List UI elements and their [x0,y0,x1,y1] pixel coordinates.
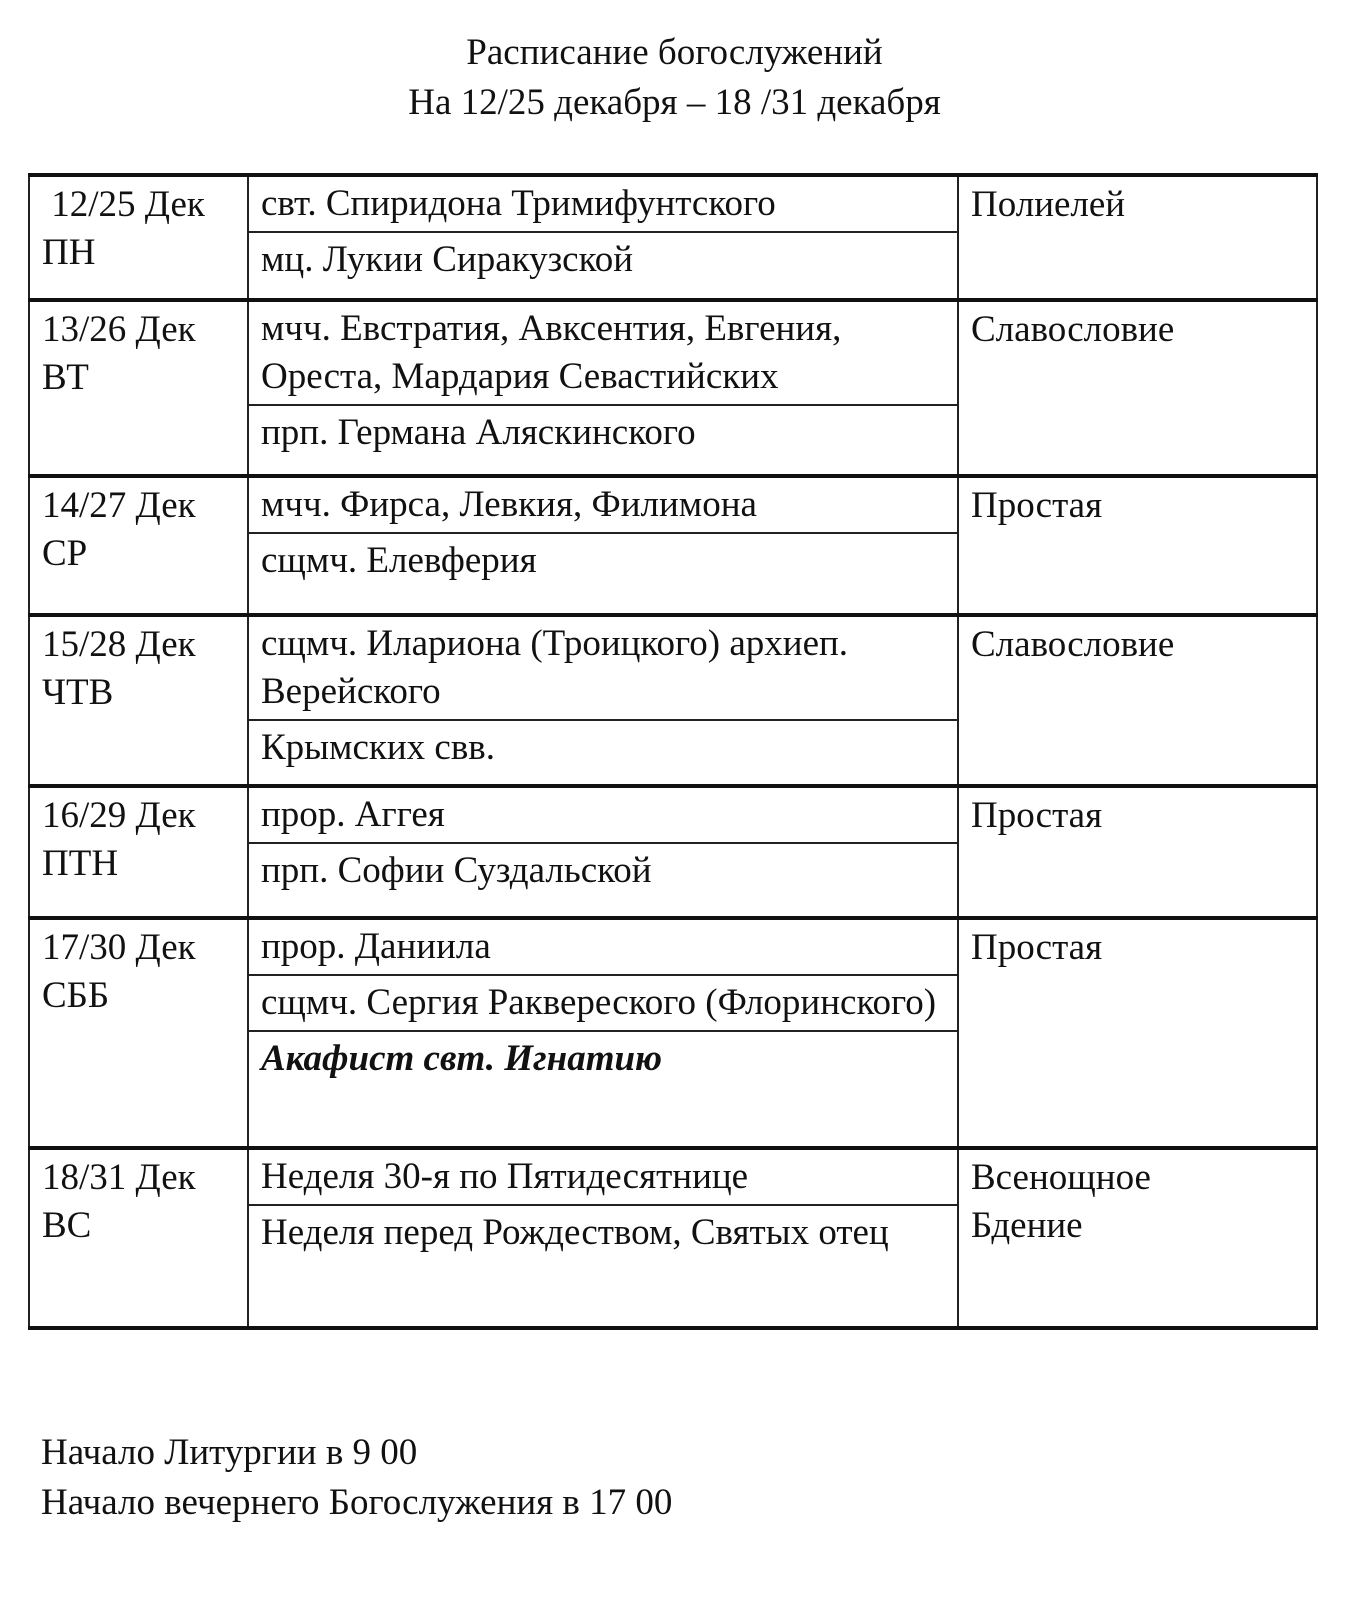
liturgy-start-time: Начало Литургии в 9 00 [41,1432,418,1473]
saint-entry: прор. Аггея [261,794,445,835]
evening-service-start-time: Начало вечернего Богослужения в 17 00 [41,1482,673,1523]
table-row [29,786,1317,918]
day-date: 12/25 Дек [42,184,205,225]
saints-cell [248,300,958,476]
saints-cell [248,476,958,615]
service-type: Славословие [971,309,1175,350]
schedule-table [28,173,1318,1330]
saint-entry: Крымских свв. [249,719,957,775]
day-date: 16/29 Дек [42,795,196,836]
day-weekday: ПТН [42,843,119,884]
day-date: 18/31 Дек [42,1157,196,1198]
table-row [29,918,1317,1148]
service-type: Простая [971,795,1103,836]
day-weekday: ЧТВ [42,672,114,713]
title-line-2: На 12/25 декабря – 18 /31 декабря [408,82,941,123]
service-type: Славословие [971,624,1175,665]
service-cell [958,1148,1317,1328]
saints-cell [248,786,958,918]
day-date: 14/27 Дек [42,485,196,526]
saint-entry: Неделя 30-я по Пятидесятнице [261,1156,749,1197]
saint-entry: сщмч. Елевферия [249,532,957,588]
service-type: Простая [971,927,1103,968]
day-weekday: СББ [42,975,110,1016]
date-cell [29,918,248,1148]
date-cell [29,300,248,476]
date-cell [29,1148,248,1328]
day-weekday: ВС [42,1205,92,1246]
date-cell [29,615,248,786]
saint-entry: прп. Германа Аляскинского [249,404,957,460]
saint-entry: мчч. Евстратия, Авксентия, Евгения, Ореста, Мардария Севастийских [261,308,842,397]
service-cell [958,175,1317,300]
day-weekday: ПН [42,232,96,273]
service-cell [958,786,1317,918]
service-cell [958,300,1317,476]
footer-notes [41,1428,672,1528]
table-row [29,1148,1317,1328]
table-row [29,175,1317,300]
saints-cell [248,918,958,1148]
saint-entry: мчч. Фирса, Левкия, Филимона [261,484,757,525]
service-type: Полиелей [971,184,1126,225]
saint-entry: сщмч. Илариона (Троицкого) архиеп. Верейского [261,623,849,712]
table-row [29,300,1317,476]
day-date: 15/28 Дек [42,624,196,665]
day-weekday: ВТ [42,357,89,398]
service-cell [958,615,1317,786]
date-cell [29,175,248,300]
saint-entry: сщмч. Сергия Раквереского (Флоринского) [249,974,957,1030]
date-cell [29,476,248,615]
service-cell [958,918,1317,1148]
service-type: Простая [971,485,1103,526]
saint-entry: свт. Спиридона Тримифунтского [261,183,776,224]
day-date: 17/30 Дек [42,927,196,968]
page-title [0,28,1349,128]
saint-entry: прп. Софии Суздальской [249,842,957,898]
saints-cell [248,615,958,786]
day-weekday: СР [42,533,88,574]
saint-entry: мц. Лукии Сиракузской [249,231,957,287]
day-date: 13/26 Дек [42,309,196,350]
saint-entry: Неделя перед Рождеством, Святых отец [249,1204,957,1260]
akathist-entry: Акафист свт. Игнатию [249,1030,957,1086]
table-row [29,615,1317,786]
service-type: Всенощное Бдение [971,1157,1151,1246]
title-line-1: Расписание богослужений [466,32,883,73]
date-cell [29,786,248,918]
service-cell [958,476,1317,615]
saint-entry: прор. Даниила [261,926,491,967]
saints-cell [248,1148,958,1328]
saints-cell [248,175,958,300]
table-row [29,476,1317,615]
